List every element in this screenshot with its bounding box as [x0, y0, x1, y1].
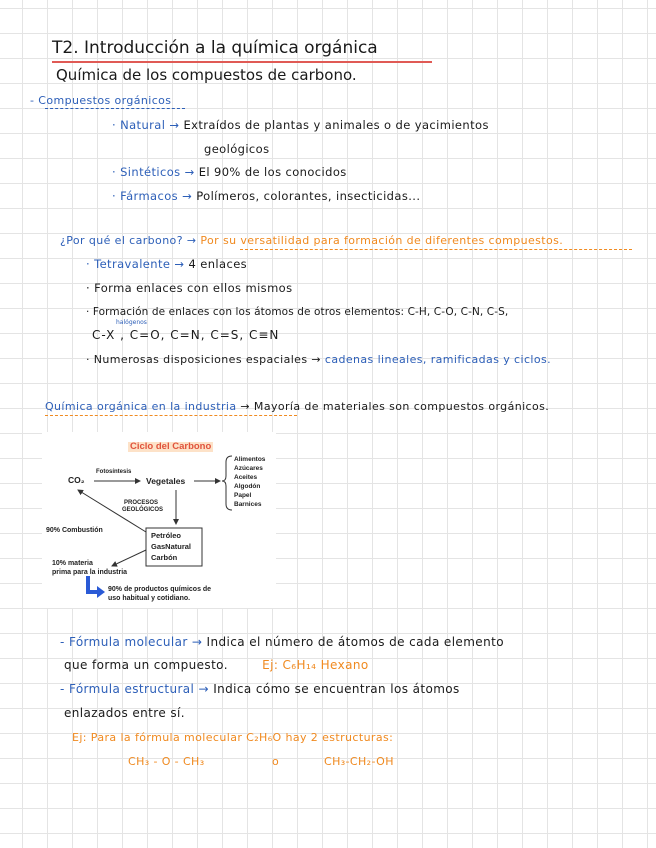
formula-estructural-text: Indica cómo se encuentran los átomos: [213, 682, 460, 696]
farmacos-label: · Fármacos →: [112, 189, 193, 203]
structure-b: CH₃-CH₂-OH: [324, 755, 394, 768]
formula-example-intro: Ej: Para la fórmula molecular C₂H₆O hay 2 estructuras:: [72, 731, 394, 744]
industria-text: → Mayoría de materiales son compuestos orgánicos.: [240, 400, 550, 413]
quimicos-line1: 90% de productos químicos de: [108, 586, 212, 593]
formula-estructural-line2: enlazados entre sí.: [64, 706, 185, 720]
disposiciones-item: [86, 354, 551, 365]
fotosintesis-label: Fotosíntesis: [96, 469, 132, 475]
structure-a: CH₃ - O - CH₃: [128, 755, 205, 768]
product-barnices: Barnices: [234, 501, 262, 508]
formula-molecular-text2: que forma un compuesto.: [64, 658, 228, 672]
disposiciones-label: · Numerosas disposiciones espaciales →: [86, 353, 321, 366]
figure-title: Ciclo del Carbono: [130, 441, 212, 452]
title-underline: [52, 61, 432, 63]
formula-molecular-line2: [64, 659, 369, 671]
tetravalente-label: · Tetravalente →: [86, 257, 185, 271]
page-subtitle: Química de los compuestos de carbono.: [56, 66, 357, 84]
quimicos-line2: uso habitual y cotidiano.: [108, 595, 191, 602]
tetravalente-item: [86, 259, 247, 271]
industria-line: [45, 401, 549, 412]
enlaces-otros-item: · Formación de enlaces con los átomos de otros elementos: C-H, C-O, C-N, C-S,: [86, 306, 509, 318]
natural-item: [112, 120, 489, 132]
materia-line1: 10% materia: [52, 560, 93, 567]
geologicos-label: GEOLÓGICOS: [122, 507, 164, 513]
industria-underline: [45, 415, 297, 417]
combustion-label: 90% Combustión: [46, 527, 103, 534]
page-title: T2. Introducción a la química orgánica: [52, 38, 378, 58]
industria-label: Química orgánica en la industria: [45, 400, 237, 413]
product-aceites: Aceites: [234, 474, 258, 481]
halogenos-note: halógenos: [116, 319, 147, 326]
compuestos-heading: - Compuestos orgánicos: [30, 94, 172, 107]
product-azucares: Azúcares: [234, 465, 263, 472]
carbono-question-line: [60, 235, 563, 246]
formula-molecular-example: Ej: C₆H₁₄ Hexano: [262, 658, 369, 672]
carbono-answer: Por su versatilidad para formación de diferentes compuestos.: [200, 234, 564, 247]
carbono-question: ¿Por qué el carbono? →: [60, 234, 197, 247]
fuel-carbon: Carbón: [151, 553, 178, 562]
co2-label: CO₂: [68, 475, 85, 485]
carbono-answer-underline: [240, 249, 632, 251]
formula-molecular-text: Indica el número de átomos de cada elemento: [206, 635, 504, 649]
product-alimentos: Alimentos: [234, 456, 266, 463]
procesos-label: PROCESOS: [124, 500, 159, 506]
vegetales-label: Vegetales: [146, 476, 186, 486]
fuel-gasnatural: GasNatural: [151, 542, 192, 551]
sinteticos-text: El 90% de los conocidos: [198, 165, 347, 179]
sinteticos-label: · Sintéticos →: [112, 165, 195, 179]
fuel-petroleo: Petróleo: [151, 531, 182, 540]
natural-label: · Natural →: [112, 118, 180, 132]
formula-molecular-label: - Fórmula molecular →: [60, 635, 203, 649]
sinteticos-item: [112, 167, 347, 179]
formula-estructural-line: [60, 683, 460, 695]
natural-text: Extraídos de plantas y animales o de yacimientos: [183, 118, 489, 132]
product-papel: Papel: [234, 492, 252, 499]
farmacos-text: Polímeros, colorantes, insecticidas...: [196, 189, 421, 203]
disposiciones-text: cadenas lineales, ramificadas y ciclos.: [324, 353, 551, 366]
natural-text-continued: geológicos: [204, 142, 270, 156]
materia-line2: prima para la industria: [52, 569, 128, 576]
farmacos-item: [112, 191, 420, 203]
enlaces-mismos-item: · Forma enlaces con ellos mismos: [86, 281, 293, 295]
carbon-cycle-figure: [42, 432, 276, 608]
formula-molecular-line: [60, 636, 504, 648]
product-algodon: Algodón: [234, 483, 261, 490]
formula-estructural-label: - Fórmula estructural →: [60, 682, 209, 696]
enlaces-otros-line2: C-X , C=O, C=N, C=S, C≡N: [92, 328, 280, 342]
compuestos-underline: [45, 108, 185, 110]
structure-or: o: [272, 755, 280, 768]
tetravalente-text: 4 enlaces: [188, 257, 248, 271]
